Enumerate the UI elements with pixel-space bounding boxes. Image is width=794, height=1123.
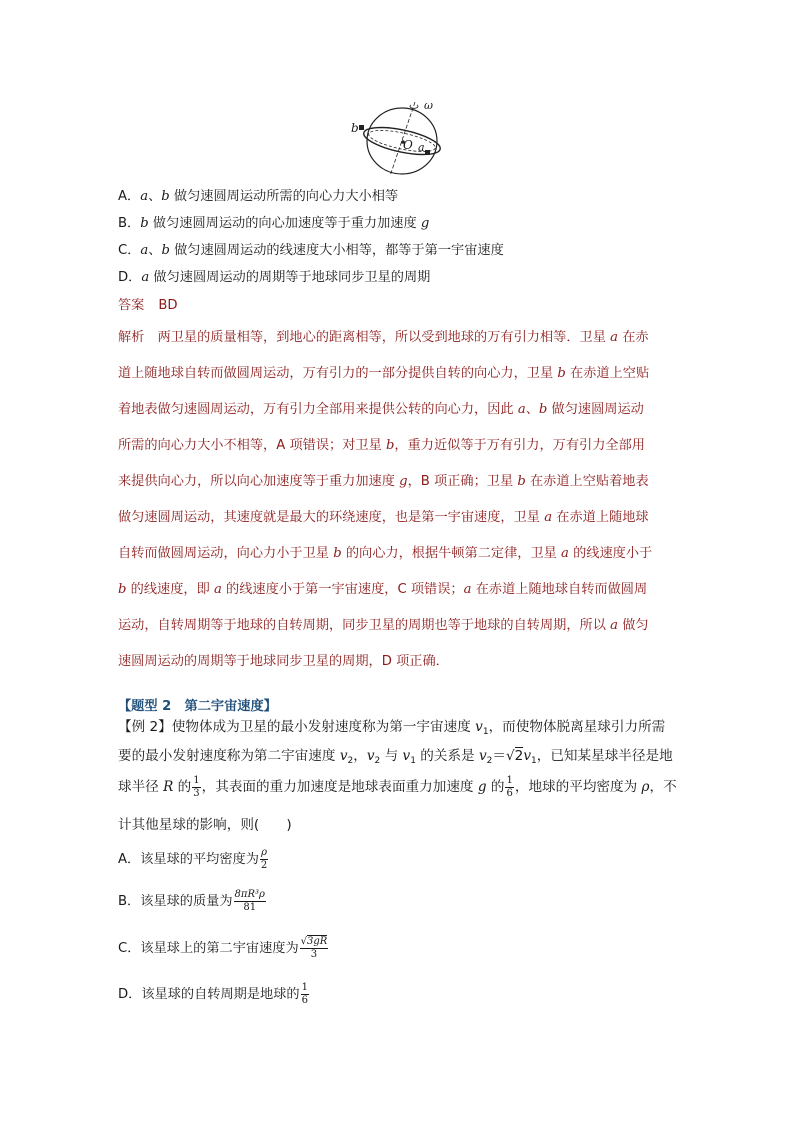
analysis-line-10: 速圆周运动的周期等于地球同步卫星的周期，D 项正确． [118,654,449,669]
omega-label: ω [424,99,433,112]
analysis-line-2: 道上随地球自转而做圆周运动，万有引力的一部分提供自转的向心力，卫星 b 在赤道上空贴 [118,366,650,381]
analysis-line-5: 来提供向心力，所以向心加速度等于重力加速度 g，B 项正确；卫星 b 在赤道上空贴着地表 [118,474,649,489]
fraction-one-sixth-period: $\frac{1}{6}$ [301,981,308,1006]
fraction-mass: $\frac{\text{8πR³ρ}}{81}$ [234,888,265,913]
q2-option-b: B．该星球的质量为 $\frac{\text{8πR³ρ}}{81}$ [118,888,265,913]
analysis-line-8: b 的线速度，即 a 的线速度小于第一宇宙速度，C 项错误；a 在赤道上随地球自转而做圆周 [118,582,648,597]
analysis-line-1: 解析 两卫星的质量相等，到地心的距离相等，所以受到地球的万有引力相等．卫星 a 在赤 [118,330,649,345]
fraction-one-third: $\frac{1}{3}$ [193,774,200,799]
b-label: b [351,121,359,135]
analysis-line-4: 所需的向心力大小不相等，A 项错误；对卫星 b，重力近似等于万有引力，万有引力全部用 [118,438,645,453]
example-2-line-1: 【例 2】使物体成为卫星的最小发射速度称为第一宇宙速度 $v_1$，而使物体脱离星球引力所需 [118,719,666,737]
q1-option-b: B．b 做匀速圆周运动的向心加速度等于重力加速度 g [118,216,430,231]
q1-option-a: A．a、b 做匀速圆周运动所需的向心力大小相等 [118,189,399,204]
example-2-line-4: 计其他星球的影响，则( ) [118,817,292,833]
q2-option-a: A．该星球的平均密度为 $\frac{\rho}{2}$ [118,846,268,871]
example-2-line-3: 球半径 R 的 $\frac{1}{3}$ ，其表面的重力加速度是地球表面重力加速度 g 的 $\frac{1}{6}$ ，地球的平均密度为 ρ，不 [118,774,677,799]
analysis-line-7: 自转而做圆周运动，向心力小于卫星 b 的向心力，根据牛顿第二定律，卫星 a 的线速度小于 [118,546,653,561]
analysis-line-9: 运动，自转周期等于地球的自转周期，同步卫星的周期也等于地球的自转周期，所以 a 做匀 [118,618,649,633]
satellite-a [425,150,430,155]
earth-satellite-figure [345,96,460,176]
answer-line: 答案 BD [118,298,178,313]
type-2-title: 【题型 2 第二宇宙速度】 [118,699,277,714]
satellite-b [359,125,364,130]
q2-option-c: C．该星球上的第二宇宙速度为 $\frac{√3gR}{3}$ [118,935,328,960]
q1-option-c: C．a、b 做匀速圆周运动的线速度大小相等，都等于第一宇宙速度 [118,243,504,258]
q2-option-d: D．该星球的自转周期是地球的 $\frac{1}{6}$ [118,981,308,1006]
example-2-line-2: 要的最小发射速度称为第二宇宙速度 $v_2$，$v_2$ 与 $v_1$ 的关系是 $v_2=√2v_1$，已知某星球半径是地 [118,748,673,766]
O-label: O [403,138,413,152]
q1-option-d: D．a 做匀速圆周运动的周期等于地球同步卫星的周期 [118,270,431,285]
analysis-line-3: 着地表做匀速圆周运动，万有引力全部用来提供公转的向心力，因此 a、b 做匀速圆周运动 [118,402,644,417]
fraction-one-sixth: $\frac{1}{6}$ [506,774,513,799]
fraction-rho-half: $\frac{\rho}{2}$ [260,846,268,871]
analysis-line-6: 做匀速圆周运动，其速度就是最大的环绕速度，也是第一宇宙速度，卫星 a 在赤道上随地球 [118,510,649,525]
a-label: a [418,141,425,154]
fraction-second-cosmic-velocity: $\frac{√3gR}{3}$ [300,935,328,960]
